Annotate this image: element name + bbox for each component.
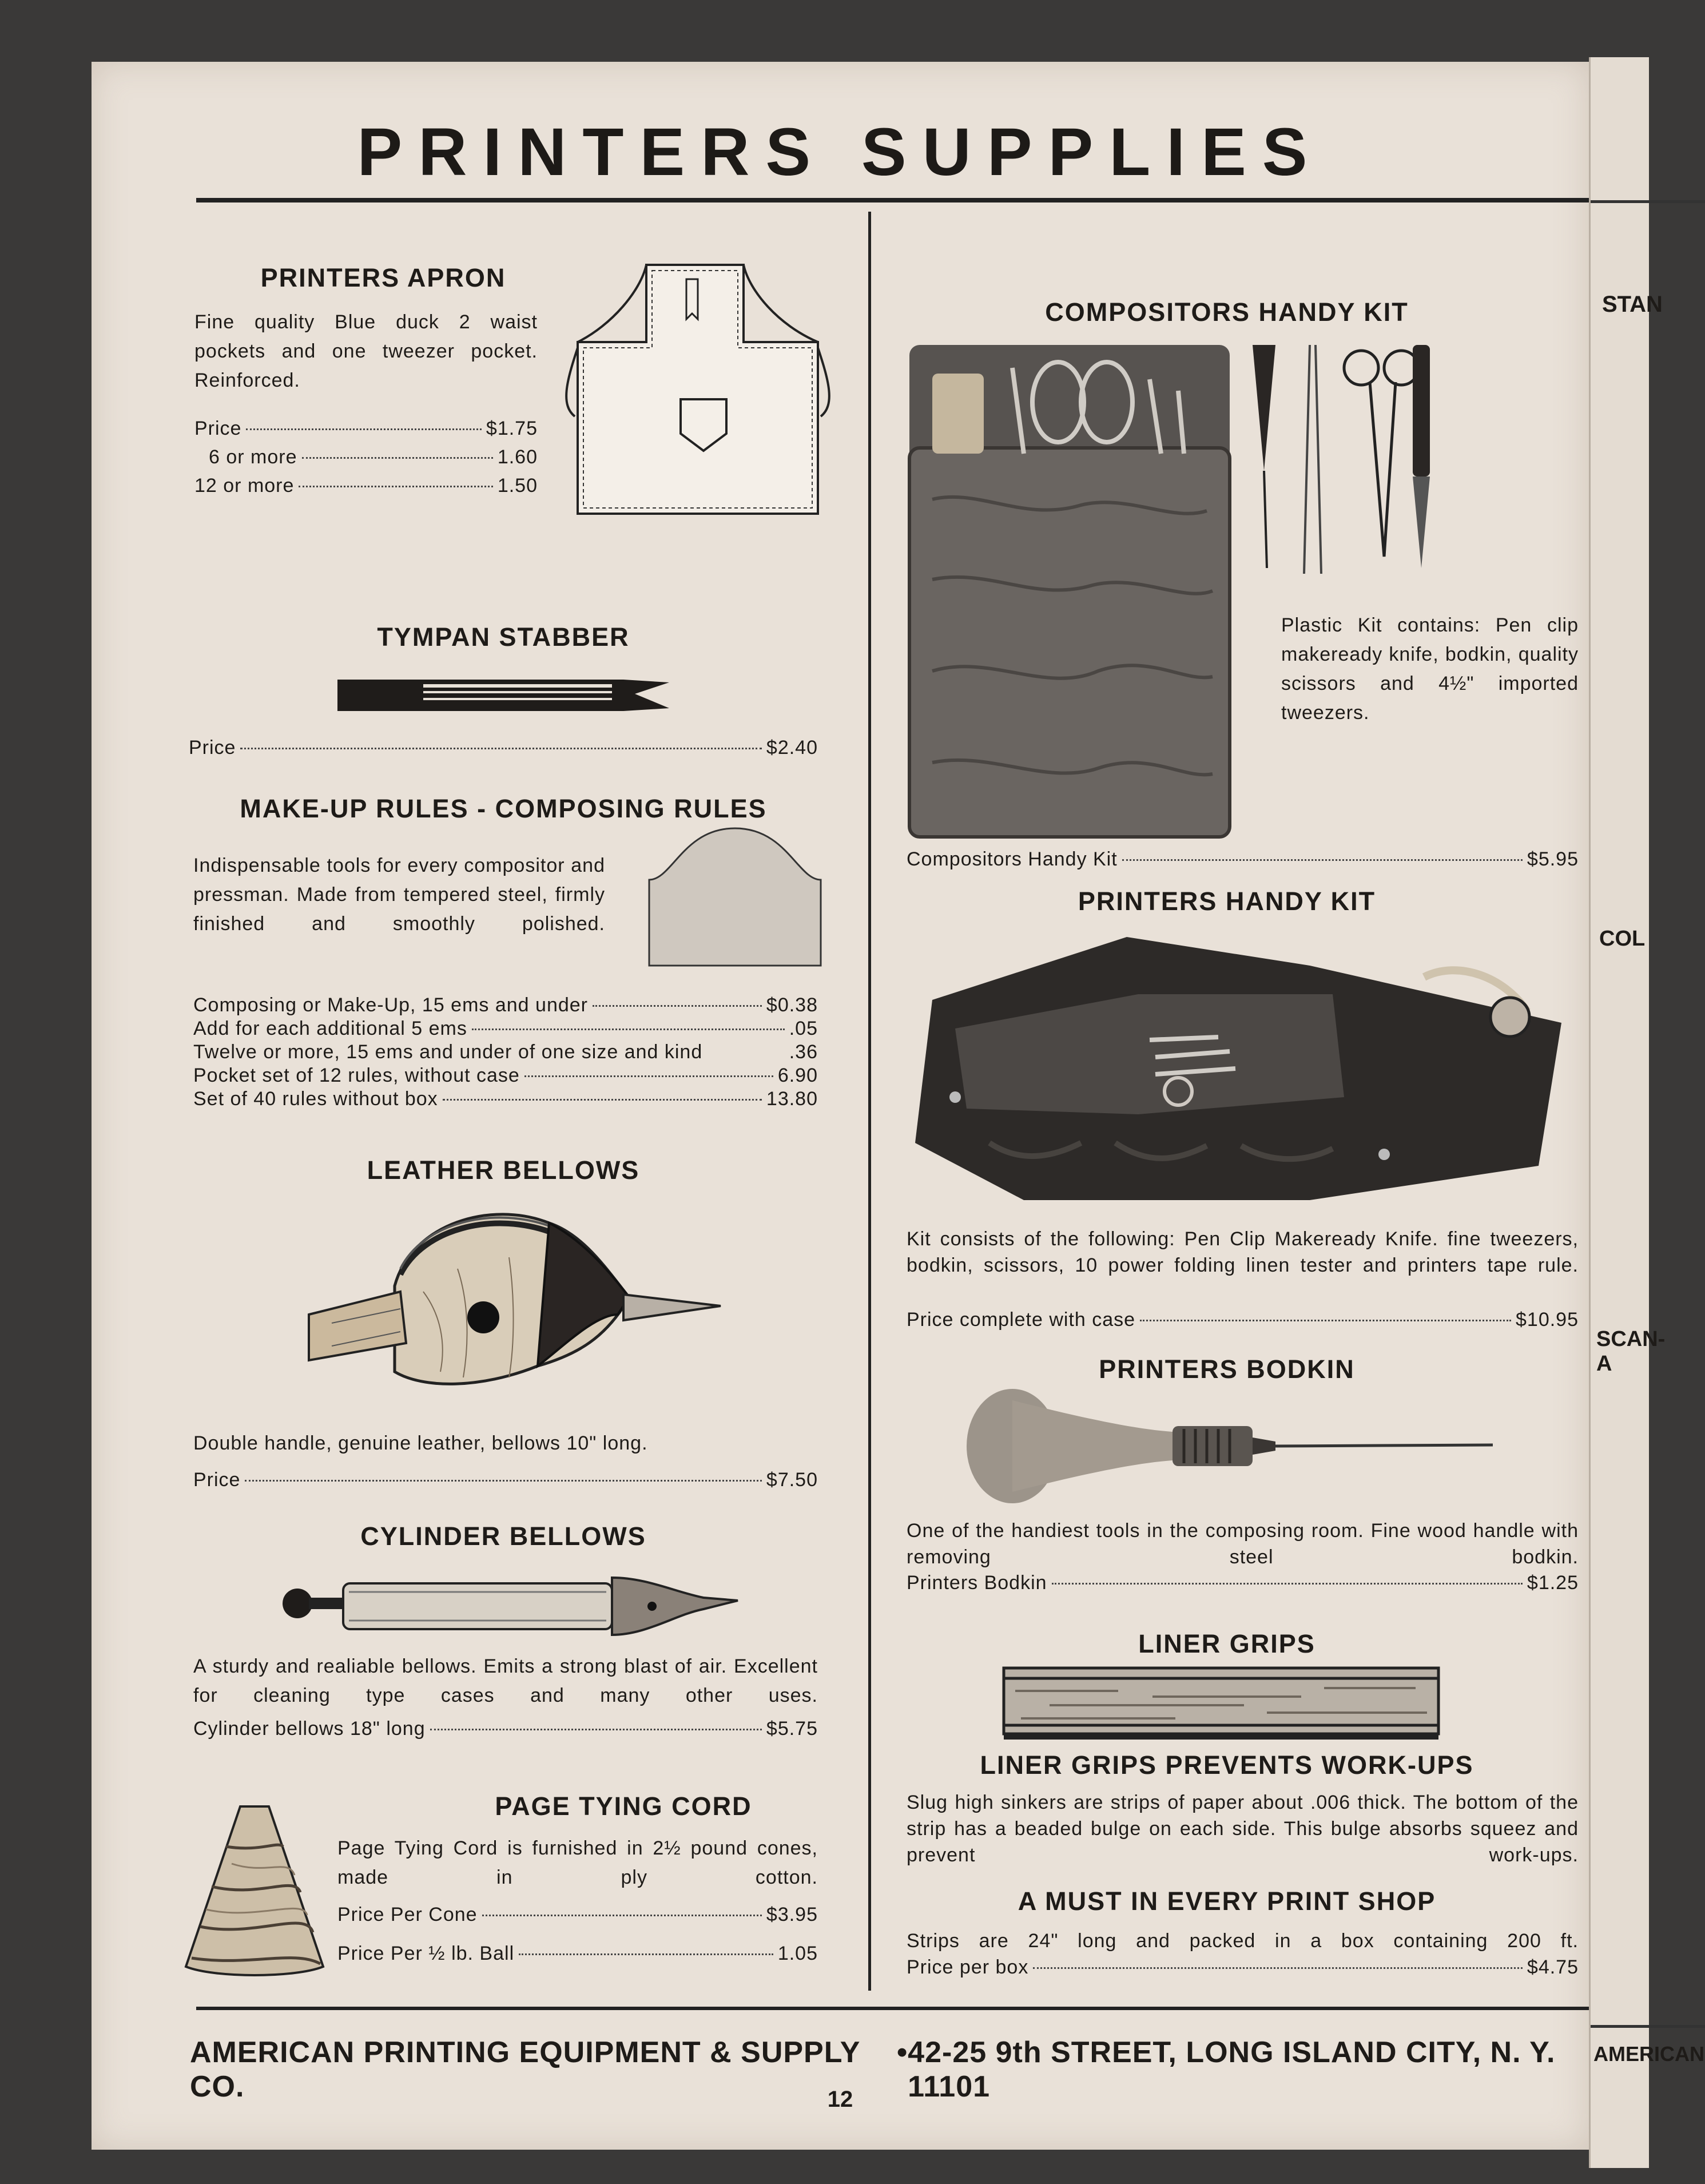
liner-subheading-2: A MUST IN EVERY PRINT SHOP xyxy=(1018,1887,1436,1916)
price-label: Price Per Cone xyxy=(337,1904,478,1925)
next-page-edge xyxy=(1589,57,1704,2168)
rules-price-row xyxy=(193,1065,818,1087)
cylinder-bellows-illustration xyxy=(280,1560,738,1646)
leather-bellows-illustration xyxy=(309,1200,721,1412)
price-value: $4.75 xyxy=(1527,1956,1579,1978)
composing-rule-illustration xyxy=(649,828,821,966)
next-page-footer: AMERICAN xyxy=(1593,2042,1704,2066)
catalog-page xyxy=(92,62,1589,2150)
price-label: Cylinder bellows 18" long xyxy=(193,1718,426,1740)
cord-price-row xyxy=(337,1943,818,1965)
price-value: $1.25 xyxy=(1527,1572,1579,1594)
price-label: Price xyxy=(194,418,242,439)
bodkin-heading: PRINTERS BODKIN xyxy=(1099,1355,1355,1384)
printers-kit-heading: PRINTERS HANDY KIT xyxy=(1078,887,1376,916)
apron-price-row xyxy=(209,446,538,468)
apron-price-row xyxy=(194,475,538,497)
stabber-heading: TYMPAN STABBER xyxy=(377,622,630,652)
leather-bellows-description: Double handle, genuine leather, bellows 10" long. xyxy=(193,1432,648,1454)
price-label: 12 or more xyxy=(194,475,295,497)
title-rule xyxy=(196,198,1626,202)
price-label: Set of 40 rules without box xyxy=(193,1088,438,1110)
tympan-stabber-illustration xyxy=(337,668,669,720)
liner-heading: LINER GRIPS xyxy=(1138,1629,1315,1658)
footer-rule xyxy=(196,2007,1626,2010)
bodkin-price-row xyxy=(907,1572,1579,1594)
price-value: $5.95 xyxy=(1527,848,1579,870)
cylinder-bellows-description: A sturdy and realiable bellows. Emits a strong blast of air. Excellent for cleaning type cases and many other uses. xyxy=(193,1655,818,1706)
footer-address: 42-25 9th STREET, LONG ISLAND CITY, N. Y. 11101 xyxy=(908,2036,1556,2103)
price-label: Compositors Handy Kit xyxy=(907,848,1118,870)
price-label: 6 or more xyxy=(209,446,297,468)
price-value: $5.75 xyxy=(766,1718,818,1740)
rules-price-row xyxy=(193,994,818,1016)
price-label: Price per box xyxy=(907,1956,1029,1978)
apron-description: Fine quality Blue duck 2 waist pockets and one tweezer pocket. Reinforced. xyxy=(194,311,538,391)
column-divider xyxy=(868,212,871,1991)
leather-bellows-price-row xyxy=(193,1469,818,1491)
price-value: $1.75 xyxy=(486,418,538,439)
price-label: Printers Bodkin xyxy=(907,1572,1047,1594)
price-label: Price xyxy=(193,1469,241,1491)
footer-bullet: • xyxy=(896,2036,908,2069)
comp-kit-heading: COMPOSITORS HANDY KIT xyxy=(1045,297,1409,327)
price-label: Twelve or more, 15 ems and under of one size and kind xyxy=(193,1041,703,1063)
price-label: Price complete with case xyxy=(907,1309,1136,1331)
comp-kit-description: Plastic Kit contains: Pen clip makeready knife, bodkin, quality scissors and 4½" imported tweezers. xyxy=(1281,614,1579,724)
price-value: 6.90 xyxy=(777,1065,818,1086)
liner-description-2: Strips are 24" long and packed in a box containing 200 ft. xyxy=(907,1930,1579,1952)
price-value: 1.50 xyxy=(497,475,538,497)
price-value: $3.95 xyxy=(766,1904,818,1925)
leather-bellows-heading: LEATHER BELLOWS xyxy=(367,1155,640,1185)
price-label: Price xyxy=(189,737,236,759)
printers-kit-photo xyxy=(909,926,1567,1212)
page-title: PRINTERS SUPPLIES xyxy=(357,114,1324,190)
next-page-heading-3: SCAN-A xyxy=(1596,1327,1666,1376)
stabber-price-row xyxy=(189,737,818,759)
printers-kit-description: Kit consists of the following: Pen Clip Makeready Knife. fine tweezers, bodkin, scissors, 10 power folding linen tester and printers tape rule. xyxy=(907,1228,1579,1276)
page-number: 12 xyxy=(827,2087,853,2112)
price-label: Pocket set of 12 rules, without case xyxy=(193,1065,520,1086)
price-value: $0.38 xyxy=(766,994,818,1016)
cord-heading: PAGE TYING CORD xyxy=(495,1792,752,1821)
liner-grip-illustration xyxy=(1004,1668,1438,1740)
apron-illustration xyxy=(578,256,818,514)
price-value: $2.40 xyxy=(766,737,818,759)
rules-heading: MAKE-UP RULES - COMPOSING RULES xyxy=(240,794,767,823)
next-page-heading-2: COL xyxy=(1599,927,1646,951)
liner-description: Slug high sinkers are strips of paper about .006 thick. The bottom of the strip has a beaded bulge on each side. This bulge absorbs squeez and prevent work-ups. xyxy=(907,1792,1579,1866)
liner-price-row xyxy=(907,1956,1579,1979)
cylinder-bellows-heading: CYLINDER BELLOWS xyxy=(360,1522,646,1551)
price-value: .05 xyxy=(789,1018,818,1039)
comp-kit-price-row xyxy=(907,848,1579,871)
cord-cone-illustration xyxy=(180,1801,329,1978)
price-label: Price Per ½ lb. Ball xyxy=(337,1943,515,1964)
price-value: 1.60 xyxy=(497,446,538,468)
price-value: 1.05 xyxy=(777,1943,818,1964)
rules-price-row xyxy=(193,1041,818,1063)
price-value: $10.95 xyxy=(1516,1309,1579,1331)
rules-price-row xyxy=(193,1018,818,1040)
price-value: $7.50 xyxy=(766,1469,818,1491)
liner-subheading: LINER GRIPS PREVENTS WORK-UPS xyxy=(980,1750,1474,1780)
compositors-kit-photo xyxy=(909,282,1436,837)
price-label: Add for each additional 5 ems xyxy=(193,1018,467,1039)
rules-description: Indispensable tools for every compositor and pressman. Made from tempered steel, firmly finished and smoothly polished. xyxy=(193,855,605,935)
bodkin-photo xyxy=(967,1383,1493,1515)
price-value: 13.80 xyxy=(766,1088,818,1110)
cord-description: Page Tying Cord is furnished in 2½ pound cones, made in ply cotton. xyxy=(337,1837,818,1888)
rules-price-row xyxy=(193,1088,818,1110)
cylinder-bellows-price-row xyxy=(193,1718,818,1740)
next-page-heading: STAN xyxy=(1602,292,1663,317)
apron-heading: PRINTERS APRON xyxy=(260,263,506,292)
cord-price-row xyxy=(337,1904,818,1926)
footer-company: AMERICAN PRINTING EQUIPMENT & SUPPLY CO. xyxy=(190,2036,860,2103)
printers-kit-price-row xyxy=(907,1309,1579,1331)
apron-price-row xyxy=(194,418,538,440)
bodkin-description: One of the handiest tools in the composing room. Fine wood handle with removing steel bodkin. xyxy=(907,1520,1579,1568)
price-label: Composing or Make-Up, 15 ems and under xyxy=(193,994,588,1016)
price-value: .36 xyxy=(789,1041,818,1063)
